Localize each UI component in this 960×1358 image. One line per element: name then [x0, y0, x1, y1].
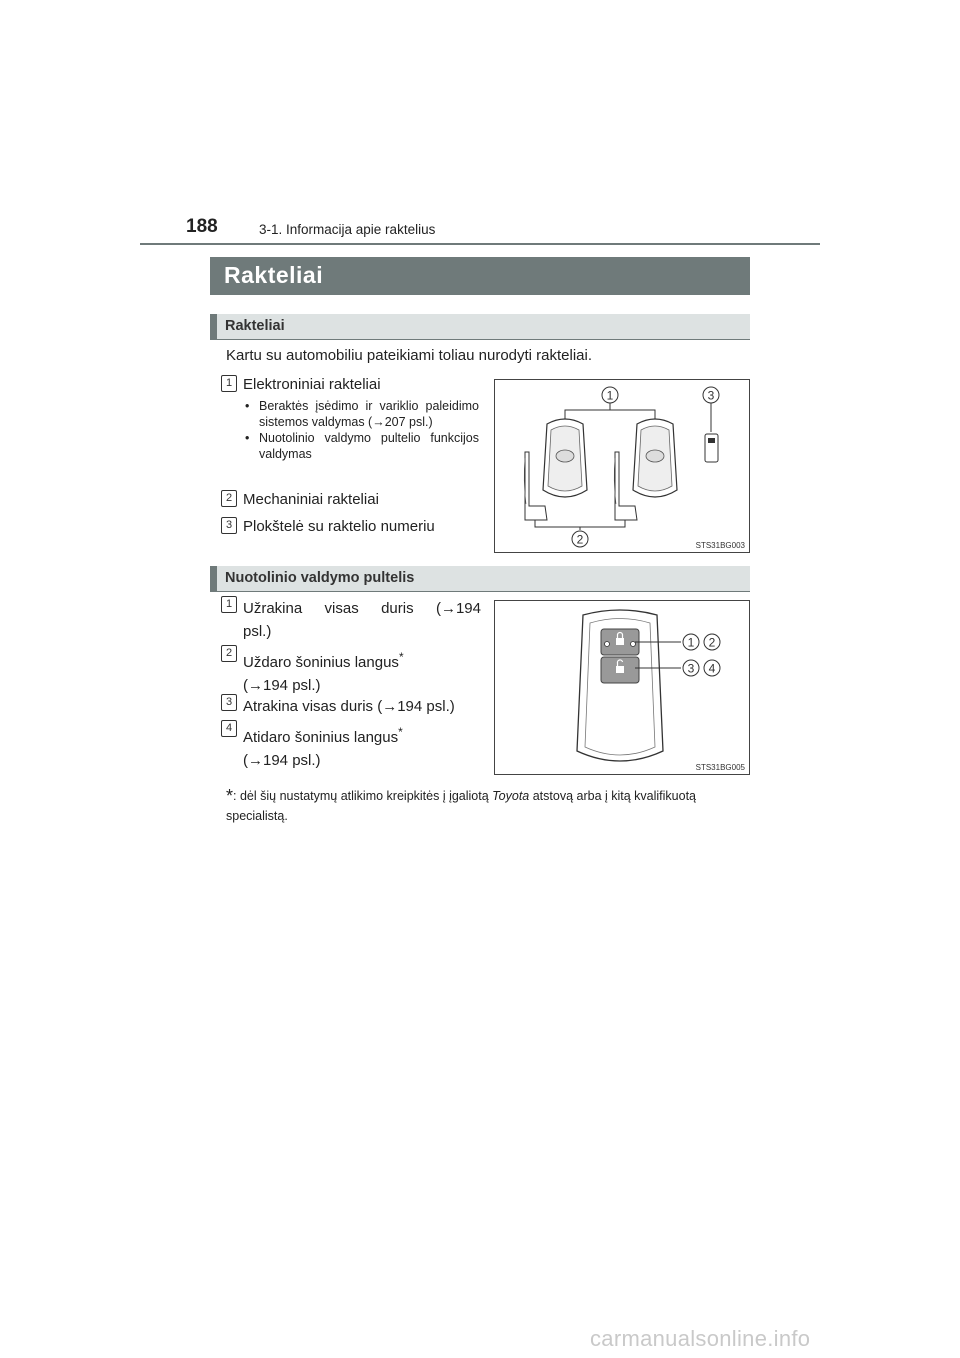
callout-4: 4 — [708, 661, 716, 676]
item-electronic-keys: Elektroniniai rakteliai — [243, 376, 381, 393]
electronic-keys-bullets — [243, 398, 479, 462]
keys-illustration — [495, 380, 749, 552]
callout-3: 3 — [687, 661, 695, 676]
bullet-item: • Nuotolinio valdymo pultelio funkcijos valdymas — [243, 430, 479, 462]
item-number-3: 3 — [221, 694, 237, 711]
page-number: 188 — [186, 216, 218, 237]
keys-section-heading-bar — [210, 314, 750, 340]
heading-marker — [210, 566, 217, 591]
item-number-3: 3 — [221, 517, 237, 534]
page-title-bar — [210, 257, 750, 295]
footnote-star: * — [398, 725, 403, 739]
item-number-4: 4 — [221, 720, 237, 737]
item-line: psl.) — [243, 623, 272, 640]
item-open-windows — [243, 721, 481, 772]
item-lock-all-doors — [243, 597, 481, 643]
figure-code: STS31BG003 — [695, 541, 745, 550]
item-unlock-all-doors — [243, 695, 481, 718]
callout-2: 2 — [576, 532, 584, 547]
key-number-plate — [705, 434, 718, 462]
footnote-brand: Toyota — [492, 789, 530, 803]
item-number-1: 1 — [221, 375, 237, 392]
remote-figure — [494, 600, 750, 775]
item-line: (→194 psl.) — [243, 677, 321, 694]
item-line: Atrakina visas duris (→194 psl.) — [243, 698, 455, 715]
bullet-item: • Beraktės įsėdimo ir variklio paleidimo sistemos valdymas (→207 psl.) — [243, 398, 479, 430]
page-title: Rakteliai — [224, 262, 324, 288]
callout-2: 2 — [708, 635, 716, 650]
keys-figure — [494, 379, 750, 553]
remote-section-heading-bar — [210, 566, 750, 592]
item-line: (→194 psl.) — [243, 752, 321, 769]
item-line: Atidaro šoninius langus — [243, 729, 399, 746]
heading-marker — [210, 314, 217, 339]
keys-intro: Kartu su automobiliu pateikiami toliau nurodyti rakteliai. — [226, 347, 593, 364]
item-line: Uždaro šoninius langus — [243, 654, 399, 671]
remote-fob — [577, 610, 663, 761]
section-breadcrumb: 3-1. Informacija apie raktelius — [259, 222, 436, 237]
item-number-1: 1 — [221, 596, 237, 613]
footnote-text: : dėl šių nustatymų atlikimo kreipkitės į įgaliotą — [233, 789, 489, 803]
item-line: Užrakina visas duris (→194 — [243, 600, 481, 617]
watermark: carmanualsonline.info — [590, 1326, 811, 1351]
item-key-number-plate: Plokštelė su raktelio numeriu — [243, 518, 435, 535]
item-mechanical-keys: Mechaniniai rakteliai — [243, 491, 379, 508]
footnote-star: * — [398, 650, 404, 664]
keys-section-heading: Rakteliai — [225, 318, 285, 334]
item-number-2: 2 — [221, 490, 237, 507]
footnote-text: atstovą arba į kitą kvalifikuotą specialistą. — [226, 789, 697, 823]
callout-1: 1 — [606, 388, 614, 403]
callout-1: 1 — [687, 635, 695, 650]
figure-code: STS31BG005 — [695, 763, 745, 772]
item-close-windows — [243, 646, 481, 697]
electronic-key-right — [633, 419, 677, 497]
footnote — [226, 786, 748, 826]
header-rule — [140, 243, 820, 245]
remote-illustration — [495, 601, 749, 774]
remote-section-heading: Nuotolinio valdymo pultelis — [225, 570, 415, 586]
footnote-star: * — [226, 786, 234, 806]
electronic-key-left — [543, 419, 587, 497]
item-number-2: 2 — [221, 645, 237, 662]
callout-3: 3 — [707, 388, 715, 403]
